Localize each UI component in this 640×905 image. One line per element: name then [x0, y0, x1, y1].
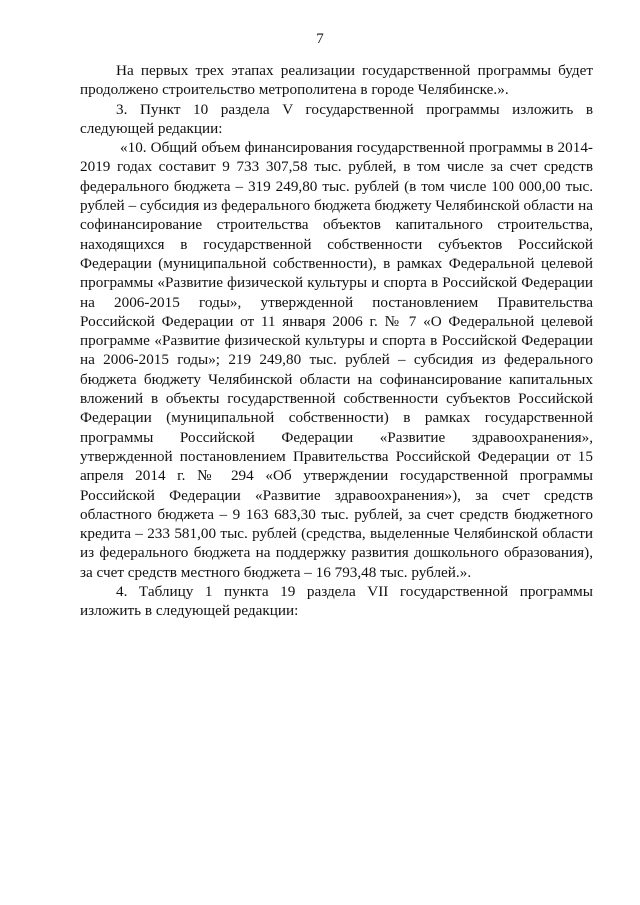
document-body	[80, 61, 593, 621]
paragraph-item-4: 4. Таблицу 1 пункта 19 раздела VII государственной программы изложить в следующей редакции:	[80, 583, 593, 620]
page-number: 7	[316, 31, 324, 47]
paragraph-item-3: 3. Пункт 10 раздела V государственной программы изложить в следующей редакции:	[80, 100, 593, 137]
paragraph-metro-construction: На первых трех этапах реализации государственной программы будет продолжено строительство метрополитена в городе Челябинске.».	[80, 62, 593, 99]
paragraph-financing-amendment: «10. Общий объем финансирования государственной программы в 2014-2019 годах составит 9 733 307,58 тыс. рублей, в том числе за счет средств федерального бюджета – 319 249,80 тыс. рублей (в том числе 100 000,00 тыс. рублей – субсидия из федерального бюджета бюджету Челябинской области на софинансирование строительства объектов капитального строительства, находящихся в государственной собственности субъектов Российской Федерации (муниципальной собственности), в рамках Федеральной целевой программы «Развитие физической культуры и спорта в Российской Федерации на 2006-2015 годы», утвержденной постановлением Правительства Российской Федерации от 11 января 2006 г. № 7 «О Федеральной целевой программе «Развитие физической культуры и спорта в Российской Федерации на 2006-2015 годы»; 219 249,80 тыс. рублей – субсидия из федерального бюджета бюджету Челябинской области на софинансирование капитальных вложений в объекты государственной собственности субъектов Российской Федерации (муниципальной собственности) в рамках государственной программы Российской Федерации «Развитие здравоохранения», утвержденной постановлением Правительства Российской Федерации от 15 апреля 2014 г. № 294 «Об утверждении государственной программы Российской Федерации «Развитие здравоохранения»), за счет средств областного бюджета – 9 163 683,30 тыс. рублей, за счет средств бюджетного кредита – 233 581,00 тыс. рублей (средства, выделенные Челябинской области из федерального бюджета на поддержку развития дошкольного образования), за счет средств местного бюджета – 16 793,48 тыс. рублей.».	[80, 139, 593, 581]
